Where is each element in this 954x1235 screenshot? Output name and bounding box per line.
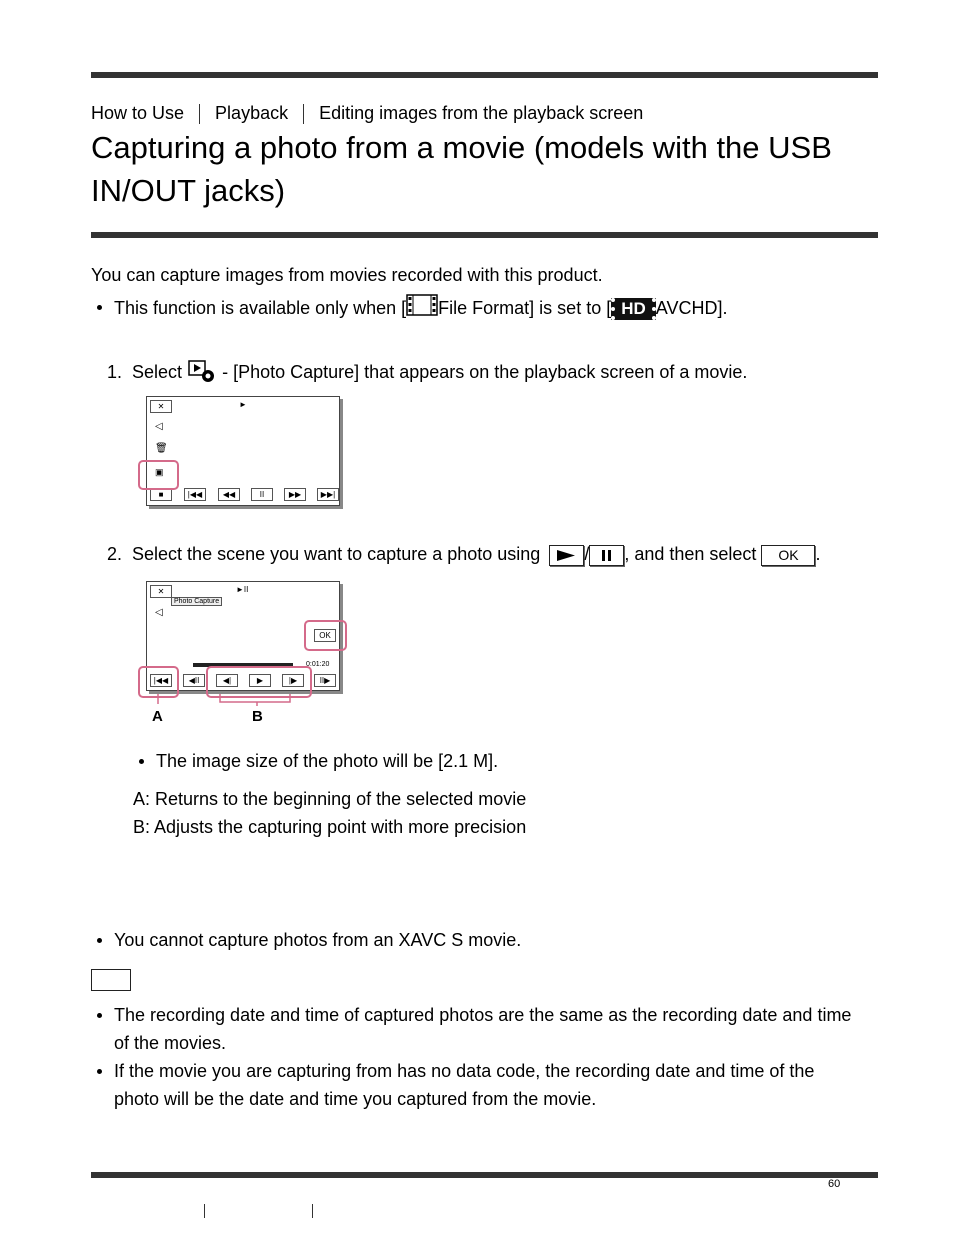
close-icon: ✕: [150, 585, 172, 598]
volume-icon: ◁: [155, 421, 163, 432]
callout-lines: [150, 694, 310, 710]
play-icon: ►: [239, 400, 247, 409]
breadcrumb: [91, 103, 643, 124]
legend-a: A: Returns to the beginning of the selected movie: [133, 789, 527, 809]
format-note-mid: File Format] is set to [: [438, 297, 612, 318]
highlight-ring: [138, 460, 179, 490]
step-1: [107, 357, 747, 389]
breadcrumb-separator: [303, 104, 304, 124]
step-2-slash: /: [584, 544, 590, 564]
stop-icon: ■: [150, 488, 172, 501]
previous-icon: |◀◀: [150, 674, 172, 687]
label-b: B: [252, 708, 263, 725]
step-forward-icon: |▶: [282, 674, 304, 687]
breadcrumb-item-how-to-use[interactable]: How to Use: [91, 103, 185, 123]
step-back-large-icon: ◀II: [183, 674, 205, 687]
format-note-post: AVCHD].: [655, 297, 728, 318]
step-back-icon: ◀|: [216, 674, 238, 687]
xavc-note: You cannot capture photos from an XAVC S movie.: [114, 926, 521, 954]
previous-icon: |◀◀: [184, 488, 206, 501]
breadcrumb-separator: [199, 104, 200, 124]
step-2-mid: , and then select: [624, 544, 757, 564]
time-readout: 0:01:20: [306, 661, 330, 668]
breadcrumb-item-playback[interactable]: Playback: [215, 103, 289, 123]
step-forward-large-icon: II▶: [314, 674, 336, 687]
volume-icon: ◁: [155, 607, 163, 618]
trash-icon: 🗑: [155, 443, 168, 454]
pause-icon: II: [251, 488, 273, 501]
step-1-pre: Select: [132, 361, 183, 382]
footer-separator: [204, 1204, 205, 1218]
format-note-pre: This function is available only when [: [114, 297, 407, 318]
page-title: Capturing a photo from a movie (models with the USB IN/OUT jacks): [91, 130, 832, 208]
step-1-post: - [Photo Capture] that appears on the playback screen of a movie.: [222, 361, 748, 382]
intro-text: You can capture images from movies recorded with this product.: [91, 265, 603, 285]
play-pause-icon: ►II: [236, 585, 249, 594]
page-number: 60: [828, 1178, 841, 1190]
ok-button-icon: OK: [761, 545, 815, 566]
label-a: A: [152, 708, 163, 725]
rewind-icon: ◀◀: [218, 488, 240, 501]
bottom-rule: [91, 1172, 878, 1178]
title-rule: [91, 232, 878, 238]
step-2: [107, 542, 820, 566]
hd-badge-icon: HD: [611, 298, 656, 320]
fast-forward-icon: ▶▶: [284, 488, 306, 501]
photo-capture-icon: ▣: [155, 467, 164, 477]
film-strip-icon: [406, 293, 438, 325]
close-icon: ✕: [150, 400, 172, 413]
format-note: [114, 293, 727, 325]
photo-capture-label: Photo Capture: [171, 597, 222, 606]
note-item: If the movie you are capturing from has no data code, the recording date and time of the photo will be the date and time you captured from the movie.: [114, 1057, 859, 1113]
step-1-number: 1.: [107, 361, 123, 382]
play-icon: ▶: [249, 674, 271, 687]
ok-icon: OK: [314, 629, 336, 642]
ok-highlight-ring: [304, 620, 347, 651]
footer-separator: [312, 1204, 313, 1218]
top-rule: [91, 72, 878, 78]
step-2-end: .: [815, 544, 821, 564]
step-2-pre: Select the scene you want to capture a photo using: [132, 544, 541, 564]
pause-button-icon: [589, 545, 624, 566]
image-size-note: The image size of the photo will be [2.1 M].: [156, 747, 498, 775]
next-icon: ▶▶|: [317, 488, 339, 501]
legend-b: B: Adjusts the capturing point with more precision: [133, 817, 527, 837]
step-2-number: 2.: [107, 544, 123, 564]
photo-capture-icon: [187, 357, 217, 389]
empty-label-box: [91, 969, 131, 991]
breadcrumb-item-editing[interactable]: Editing images from the playback screen: [319, 103, 644, 123]
play-button-icon: [549, 545, 584, 566]
note-item: The recording date and time of captured photos are the same as the recording date and time of the movies.: [114, 1001, 859, 1057]
